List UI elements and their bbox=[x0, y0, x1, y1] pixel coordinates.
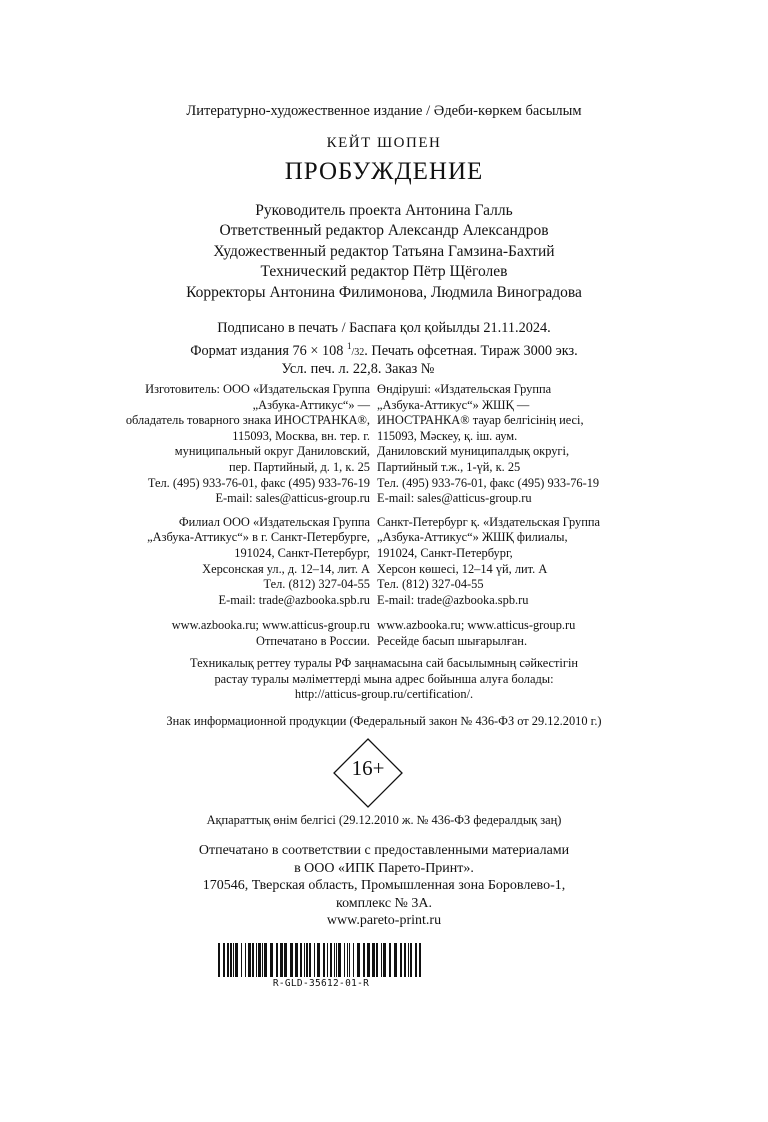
text-line: пер. Партийный, д. 1, к. 25 bbox=[229, 459, 370, 474]
barcode-bar bbox=[309, 943, 311, 977]
text-line: Санкт-Петербург қ. «Издательская Группа bbox=[377, 514, 601, 529]
barcode-bar bbox=[284, 943, 287, 977]
web-ru bbox=[126, 618, 370, 649]
text-line: Тел. (495) 933-76-01, факс (495) 933-76-19 bbox=[377, 475, 600, 490]
text-line: растау туралы мәліметтерді мына адрес бойынша алуға болады: bbox=[214, 671, 554, 686]
barcode-bar bbox=[349, 943, 350, 977]
barcode-bar bbox=[264, 943, 267, 977]
text-line: 191024, Санкт-Петербург, bbox=[377, 545, 513, 560]
barcode-bar bbox=[295, 943, 298, 977]
barcode-bar bbox=[415, 943, 417, 977]
book-title: ПРОБУЖДЕНИЕ bbox=[284, 158, 484, 185]
credit-line: Ответственный редактор Александр Александров bbox=[219, 222, 549, 240]
branch-ru bbox=[126, 515, 370, 609]
barcode-bar bbox=[300, 943, 302, 977]
text-line: www.azbooka.ru; www.atticus-group.ru bbox=[171, 618, 370, 633]
text-line: E-mail: trade@azbooka.spb.ru bbox=[377, 592, 529, 607]
book-author: КЕЙТ ШОПЕН bbox=[326, 135, 442, 151]
text-line: муниципальный округ Даниловский, bbox=[174, 444, 370, 459]
barcode-bar bbox=[304, 943, 305, 977]
barcode-bar bbox=[290, 943, 293, 977]
barcode-text: R-GLD-35612-01-R bbox=[272, 978, 370, 989]
barcode-bar bbox=[230, 943, 232, 977]
text-line: Даниловский муниципалдық округі, bbox=[377, 444, 570, 459]
barcode-bar bbox=[336, 943, 337, 977]
barcode-bar bbox=[317, 943, 320, 977]
barcode-bar bbox=[248, 943, 251, 977]
right-column bbox=[377, 382, 600, 650]
text-line: в ООО «ИПК Парето-Принт». bbox=[294, 860, 474, 876]
barcode-bar bbox=[394, 943, 397, 977]
text-line: „Азбука-Аттикус“» ЖШҚ филиалы, bbox=[377, 530, 568, 545]
text-line: Техникалық реттеу туралы РФ заңнамасына сай басылымның сәйкестігін bbox=[189, 656, 579, 670]
barcode-bar bbox=[218, 943, 220, 977]
barcode-bar bbox=[323, 943, 325, 977]
barcode-bar bbox=[357, 943, 360, 977]
barcode-bar bbox=[245, 943, 246, 977]
barcode-bar bbox=[306, 943, 308, 977]
text-line: Тел. (812) 327-04-55 bbox=[377, 577, 484, 592]
web-kz bbox=[377, 618, 600, 649]
sheets-line: Усл. печ. л. 22,8. Заказ № bbox=[281, 360, 435, 377]
barcode-bar bbox=[334, 943, 335, 977]
manufacturer-kz bbox=[377, 382, 600, 507]
barcode-bar bbox=[363, 943, 365, 977]
manufacturer-ru bbox=[126, 382, 370, 507]
barcode-bar bbox=[270, 943, 273, 977]
text-line: Тел. (495) 933-76-01, факс (495) 933-76-19 bbox=[147, 475, 370, 490]
credit-line: Технический редактор Пётр Щёголев bbox=[260, 263, 508, 281]
text-line: Отпечатано в России. bbox=[256, 633, 370, 648]
text-line: „Азбука-Аттикус“» в г. Санкт-Петербурге, bbox=[147, 530, 370, 545]
text-line: „Азбука-Аттикус“» ЖШҚ — bbox=[377, 397, 530, 412]
barcode-bar bbox=[410, 943, 412, 977]
certification-link: http://atticus-group.ru/certification/. bbox=[294, 687, 474, 702]
text-line: Ресейде басып шығарылған. bbox=[377, 633, 528, 648]
text-line: E-mail: sales@atticus-group.ru bbox=[377, 491, 532, 506]
text-line: Өндіруші: «Издательская Группа bbox=[377, 382, 552, 396]
barcode-bar bbox=[347, 943, 348, 977]
text-line: 170546, Тверская область, Промышленная зона Боровлево-1, bbox=[202, 878, 566, 894]
barcode-bar bbox=[256, 943, 257, 977]
text-line: E-mail: sales@atticus-group.ru bbox=[215, 491, 370, 506]
text-line: Партийный т.ж., 1-үй, к. 25 bbox=[377, 459, 521, 474]
text-line: Изготовитель: ООО «Издательская Группа bbox=[145, 382, 370, 396]
barcode-bar bbox=[241, 943, 242, 977]
printer-website: www.pareto-print.ru bbox=[326, 913, 442, 929]
barcode-bar bbox=[408, 943, 409, 977]
printer-info bbox=[0, 842, 768, 930]
barcode-bar bbox=[372, 943, 375, 977]
branch-kz bbox=[377, 515, 600, 609]
barcode-bar bbox=[252, 943, 254, 977]
edition-type: Литературно-художественное издание / Әдеби-көркем басылым bbox=[186, 103, 582, 119]
text-line: 191024, Санкт-Петербург, bbox=[234, 545, 370, 560]
credit-line: Руководитель проекта Антонина Галль bbox=[255, 202, 513, 219]
barcode-bar bbox=[223, 943, 225, 977]
barcode-bar bbox=[314, 943, 315, 977]
barcode-bar bbox=[400, 943, 402, 977]
barcode-bar bbox=[227, 943, 229, 977]
credits-block bbox=[0, 201, 768, 303]
info-law-ru: Знак информационной продукции (Федеральный закон № 436-ФЗ от 29.12.2010 г.) bbox=[166, 714, 602, 728]
text-line: www.azbooka.ru; www.atticus-group.ru bbox=[377, 618, 576, 633]
barcode-bar bbox=[258, 943, 261, 977]
text-line: E-mail: trade@azbooka.spb.ru bbox=[218, 592, 370, 607]
barcode-bar bbox=[383, 943, 386, 977]
text-line: „Азбука-Аттикус“» — bbox=[252, 397, 370, 412]
age-rating: 16+ bbox=[351, 756, 385, 780]
barcode-bar bbox=[353, 943, 354, 977]
barcode-bar bbox=[276, 943, 278, 977]
text-line: Херсон көшесі, 12–14 үй, лит. А bbox=[377, 561, 548, 576]
barcode-bar bbox=[330, 943, 332, 977]
text-line: Филиал ООО «Издательская Группа bbox=[178, 514, 370, 529]
certification-note bbox=[0, 656, 768, 703]
text-line: комплекс № 3А. bbox=[335, 895, 432, 911]
barcode-bar bbox=[233, 943, 234, 977]
signed-line: Подписано в печать / Баспаға қол қойылды 21.11.2024. bbox=[217, 320, 551, 336]
text-line: ИНОСТРАНКА® тауар белгісінің иесі, bbox=[377, 413, 584, 428]
text-line: обладатель товарного знака ИНОСТРАНКА®, bbox=[125, 413, 370, 428]
barcode-bar bbox=[262, 943, 263, 977]
barcode-bar bbox=[338, 943, 341, 977]
barcode-bar bbox=[376, 943, 378, 977]
text-line: 115093, Мәскеу, қ. іш. аум. bbox=[377, 428, 518, 443]
info-law-kz: Ақпараттық өнім белгісі (29.12.2010 ж. № 436-ФЗ федералдық заң) bbox=[206, 813, 562, 827]
format-line: Формат издания 76 × 108 $^1$/32. Печать офсетная. Тираж 3000 экз. bbox=[190, 340, 578, 359]
barcode-bar bbox=[404, 943, 406, 977]
credit-line: Художественный редактор Татьяна Гамзина-Бахтий bbox=[213, 242, 555, 260]
text-line: 115093, Москва, вн. тер. г. bbox=[232, 428, 370, 443]
print-info bbox=[0, 320, 768, 379]
credit-line: Корректоры Антонина Филимонова, Людмила Виноградова bbox=[186, 283, 582, 301]
left-column bbox=[126, 382, 370, 650]
barcode-icon bbox=[216, 943, 426, 977]
barcode-bar bbox=[389, 943, 391, 977]
barcode-bar bbox=[367, 943, 370, 977]
text-line: Отпечатано в соответствии с предоставленными материалами bbox=[198, 843, 570, 858]
barcode-bar bbox=[235, 943, 238, 977]
barcode-bar bbox=[344, 943, 345, 977]
barcode-bar bbox=[280, 943, 283, 977]
barcode-bar bbox=[327, 943, 328, 977]
text-line: Херсонская ул., д. 12–14, лит. А bbox=[202, 561, 370, 576]
text-line: Тел. (812) 327-04-55 bbox=[263, 577, 370, 592]
barcode-bar bbox=[419, 943, 421, 977]
barcode-bar bbox=[381, 943, 382, 977]
